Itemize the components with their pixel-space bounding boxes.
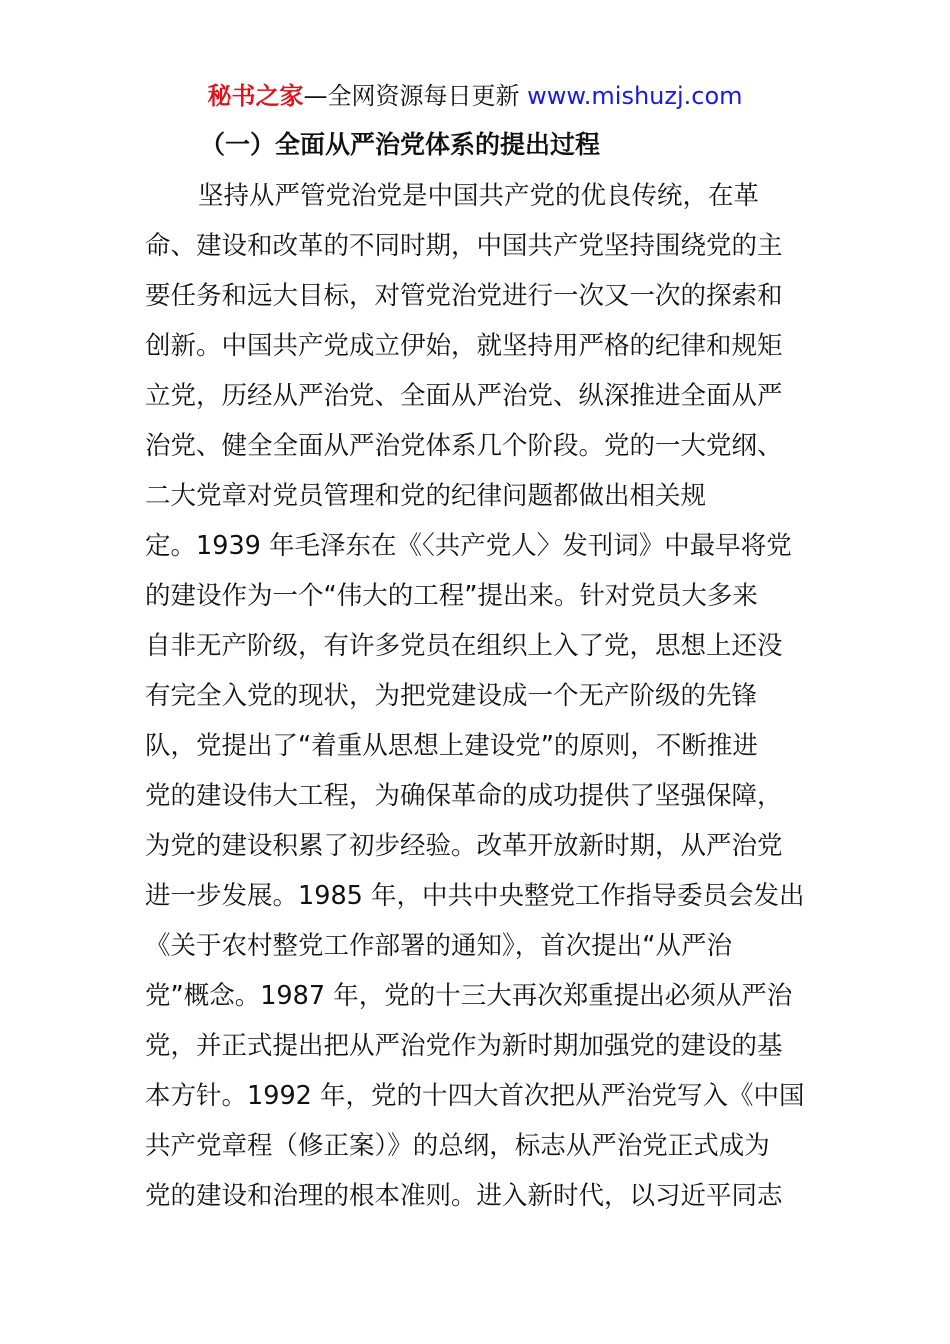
paragraph-line: 自非无产阶级，有许多党员在组织上入了党，思想上还没 (145, 631, 783, 661)
site-header (0, 80, 950, 112)
paragraph-line: 《关于农村整党工作部署的通知》，首次提出“从严治 (145, 931, 732, 961)
paragraph-line: 的建设作为一个“伟大的工程”提出来。针对党员大多来 (145, 581, 758, 611)
paragraph-line: 共产党章程（修正案）》的总纲，标志从严治党正式成为 (145, 1131, 770, 1161)
paragraph-line: 二大党章对党员管理和党的纪律问题都做出相关规 (145, 481, 707, 511)
paragraph-line: 治党、健全全面从严治党体系几个阶段。党的一大党纲、 (145, 431, 783, 461)
paragraph-line: 有完全入党的现状，为把党建设成一个无产阶级的先锋 (145, 681, 758, 711)
paragraph-line: 党的建设和治理的根本准则。进入新时代，以习近平同志 (145, 1181, 783, 1211)
paragraph-line: 本方针。1992 年，党的十四大首次把从严治党写入《中国 (145, 1081, 805, 1111)
paragraph-line: 坚持从严管党治党是中国共产党的优良传统，在革 (198, 181, 760, 211)
section-heading: （一）全面从严治党体系的提出过程 (200, 130, 601, 159)
paragraph-line: 定。1939 年毛泽东在《〈共产党人〉发刊词》中最早将党 (145, 531, 792, 561)
paragraph-line: 要任务和远大目标，对管党治党进行一次又一次的探索和 (145, 281, 783, 311)
paragraph-line: 队，党提出了“着重从思想上建设党”的原则，不断推进 (145, 731, 758, 761)
site-brand: 秘书之家 (207, 82, 304, 110)
paragraph-line: 为党的建设积累了初步经验。改革开放新时期，从严治党 (145, 831, 783, 861)
paragraph-line: 进一步发展。1985 年，中共中央整党工作指导委员会发出 (145, 881, 805, 911)
paragraph-line: 创新。中国共产党成立伊始，就坚持用严格的纪律和规矩 (145, 331, 783, 361)
site-url[interactable]: www.mishuzj.com (527, 82, 743, 110)
paragraph-line: 命、建设和改革的不同时期，中国共产党坚持围绕党的主 (145, 231, 783, 261)
paragraph-line: 党的建设伟大工程，为确保革命的成功提供了坚强保障， (145, 781, 783, 811)
paragraph-line: 立党，历经从严治党、全面从严治党、纵深推进全面从严 (145, 381, 783, 411)
paragraph-line: 党”概念。1987 年，党的十三大再次郑重提出必须从严治 (145, 981, 793, 1011)
paragraph-line: 党，并正式提出把从严治党作为新时期加强党的建设的基 (145, 1031, 783, 1061)
site-tagline: —全网资源每日更新 (303, 82, 528, 110)
